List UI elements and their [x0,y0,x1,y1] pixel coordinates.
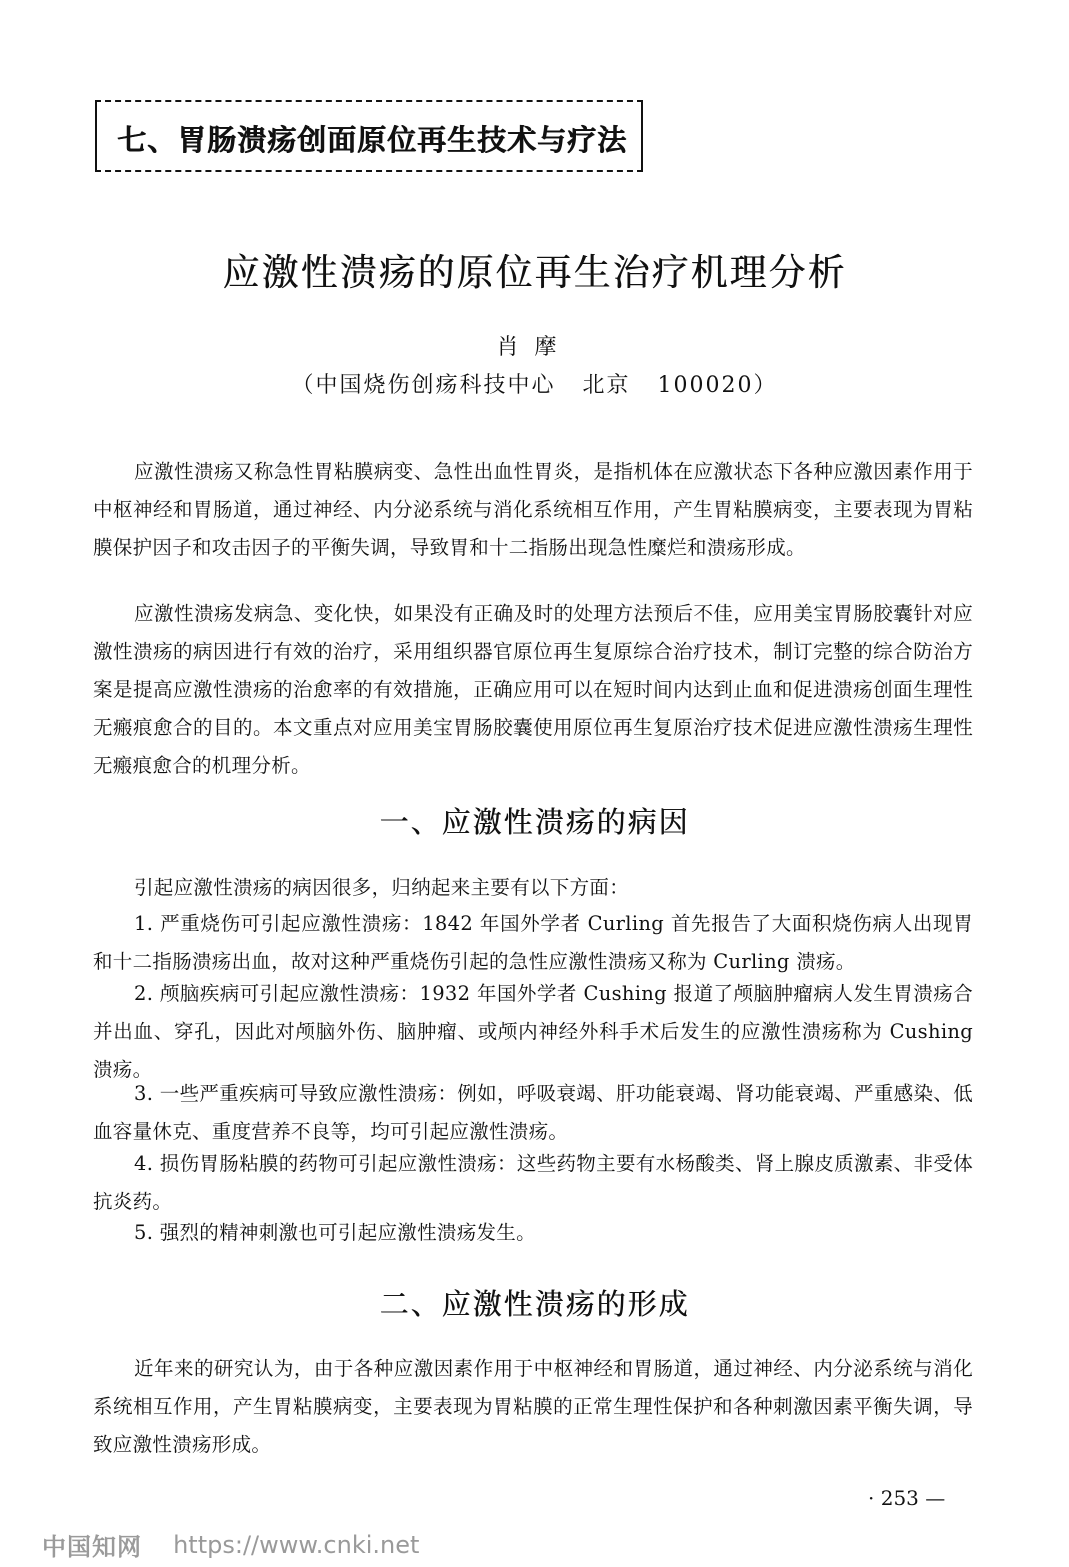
section2-body: 近年来的研究认为，由于各种应激因素作用于中枢神经和胃肠道，通过神经、内分泌系统与消化系统相互作用，产生胃粘膜病变，主要表现为胃粘膜的正常生理性保护和各种刺激因素平衡失调，导致应激性溃疡形成。 [93,1357,973,1456]
page-number: · 253 — [868,1486,946,1510]
cause-item-1: 1. 严重烧伤可引起应激性溃疡：1842 年国外学者 Curling 首先报告了大面积烧伤病人出现胃和十二指肠溃疡出血，故对这种严重烧伤引起的急性应激性溃疡又称为 Curling 溃疡。 [93,912,973,973]
article-author: 肖摩 [496,335,573,360]
cause-item-5: 5. 强烈的精神刺激也可引起应激性溃疡发生。 [134,1221,536,1244]
section1-lead: 引起应激性溃疡的病因很多，归纳起来主要有以下方面： [134,876,630,899]
intro-paragraph-2: 应激性溃疡发病急、变化快，如果没有正确及时的处理方法预后不佳，应用美宝胃肠胶囊针对应激性溃疡的病因进行有效的治疗，采用组织器官原位再生复原综合治疗技术，制订完整的综合防治方案是提高应激性溃疡的治愈率的有效措施，正确应用可以在短时间内达到止血和促进溃疡创面生理性无瘢痕愈合的目的。本文重点对应用美宝胃肠胶囊使用原位再生复原治疗技术促进应激性溃疡生理性无瘢痕愈合的机理分析。 [93,602,973,777]
intro-paragraph-1: 应激性溃疡又称急性胃粘膜病变、急性出血性胃炎，是指机体在应激状态下各种应激因素作用于中枢神经和胃肠道，通过神经、内分泌系统与消化系统相互作用，产生胃粘膜病变，主要表现为胃粘膜保护因子和攻击因子的平衡失调，导致胃和十二指肠出现急性糜烂和溃疡形成。 [93,460,973,559]
section-heading-2: 二、应激性溃疡的形成 [379,1287,690,1321]
article-title: 应激性溃疡的原位再生治疗机理分析 [222,251,847,294]
footer-watermark [42,1527,420,1561]
section-header-label: 七、胃肠溃疡创面原位再生技术与疗法 [117,123,628,157]
article-affiliation: （中国烧伤创疡科技中心 北京 100020） [291,373,778,398]
cause-item-3: 3. 一些严重疾病可导致应激性溃疡：例如，呼吸衰竭、肝功能衰竭、肾功能衰竭、严重感染、低血容量休克、重度营养不良等，均可引起应激性溃疡。 [93,1082,973,1143]
section-header-box [95,100,643,172]
cause-item-4: 4. 损伤胃肠粘膜的药物可引起应激性溃疡：这些药物主要有水杨酸类、肾上腺皮质激素、非受体抗炎药。 [93,1152,973,1213]
cnki-url[interactable]: https://www.cnki.net [173,1530,420,1559]
cause-item-2: 2. 颅脑疾病可引起应激性溃疡：1932 年国外学者 Cushing 报道了颅脑肿瘤病人发生胃溃疡合并出血、穿孔，因此对颅脑外伤、脑肿瘤、或颅内神经外科手术后发生的应激性溃疡称为 Cushing 溃疡。 [93,982,973,1081]
cnki-logo: 中国知网 [42,1533,142,1561]
section-heading-1: 一、应激性溃疡的病因 [379,805,690,839]
